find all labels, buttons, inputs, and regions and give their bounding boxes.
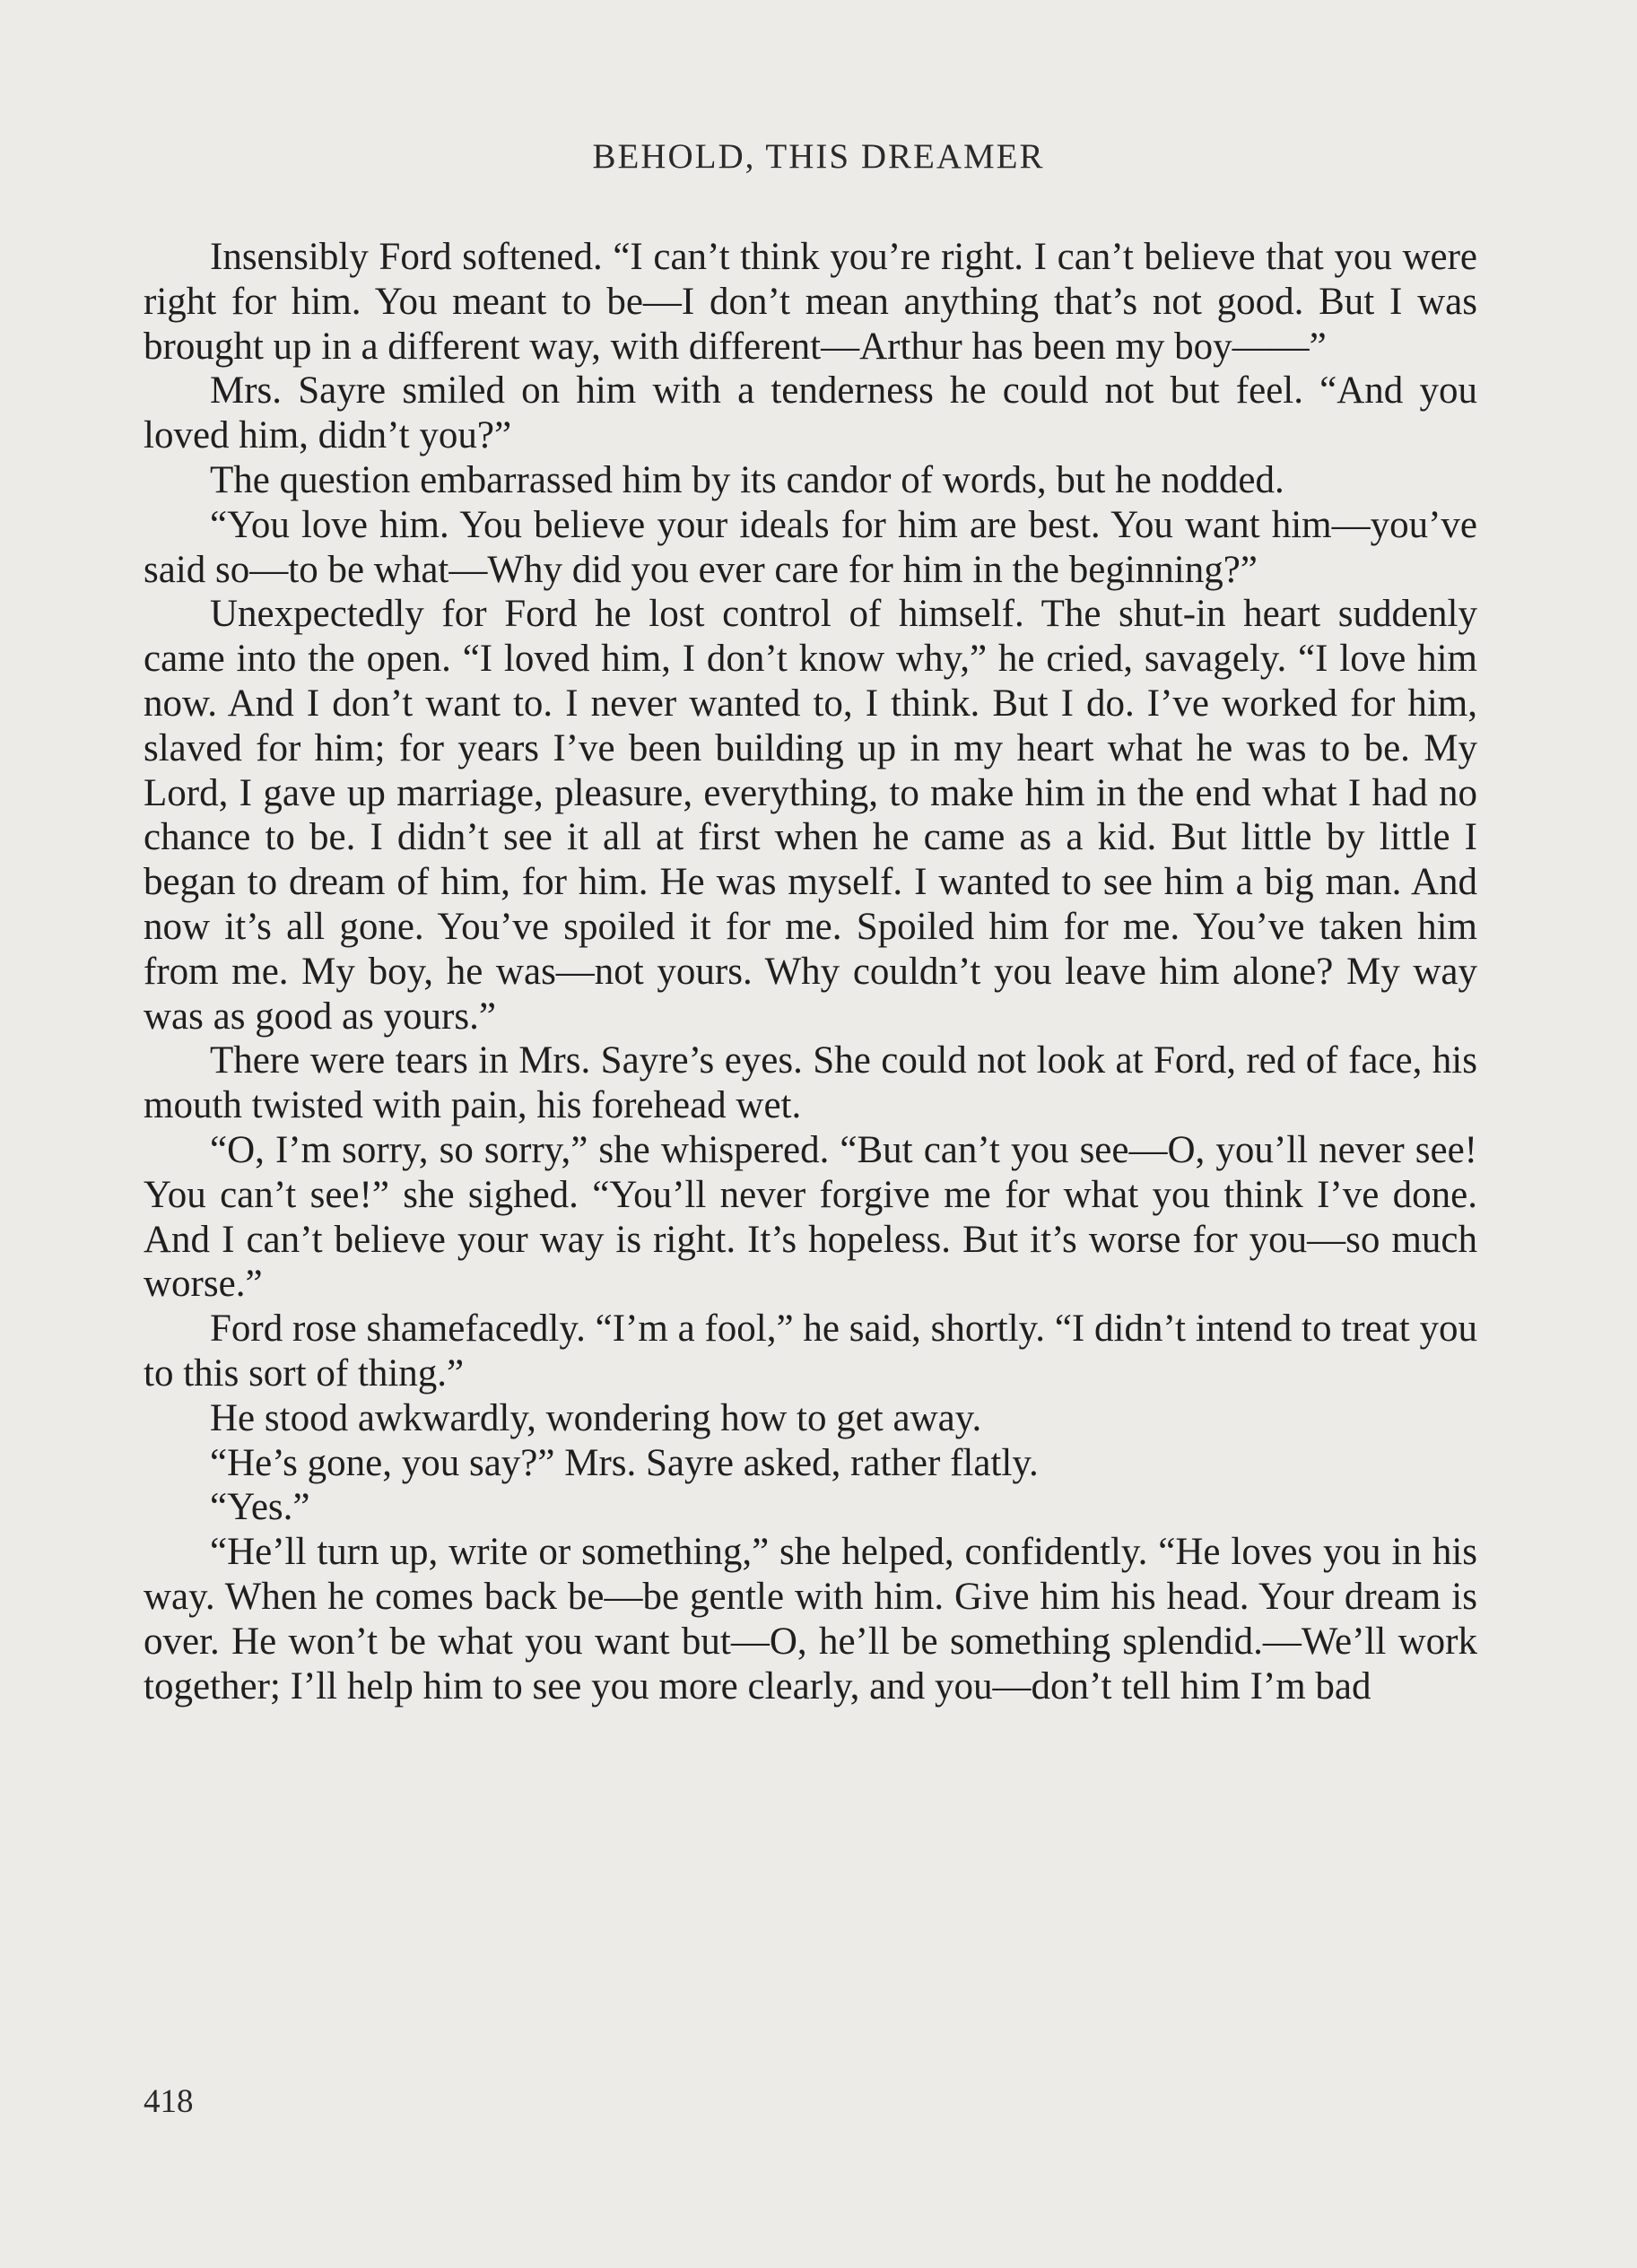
paragraph-11: “Yes.” xyxy=(210,1486,310,1529)
paragraph-5: Unexpectedly for Ford he lost control of himself. The shut-in heart suddenly came into the open. “I loved him, I don’t know why,” he cried, savagely. “I love him now. And I don’t want to. I never wanted to, I think. But I do. I’ve worked for him, slaved for him; for years I’ve been building up in my heart what he was to be. My Lord, I gave up marriage, pleasure, everything, to make him in the end what I had no chance to be. I didn’t see it all at first when he came as a kid. But little by little I began to dream of him, for him. He was myself. I wanted to see him a big man. And now it’s all gone. You’ve spoiled it for me. Spoiled him for me. You’ve taken him from me. My boy, he was—not yours. Why couldn’t you leave him alone? My way was as good as yours.” xyxy=(144,593,1477,1038)
paragraph-4: “You love him. You believe your ideals for him are best. You want him—you’ve said so—to be what—Why did you ever care for him in the beginning?” xyxy=(144,503,1477,591)
paragraph-12: “He’ll turn up, write or something,” she helped, confidently. “He loves you in his way. When he comes back be—be gentle with him. Give him his head. Your dream is over. He won’t be what you want but—O, he’ll be something splendid.—We’ll work together; I’ll help him to see you more clearly, and you—don’t tell him I’m bad xyxy=(144,1531,1477,1708)
paragraph-10: “He’s gone, you say?” Mrs. Sayre asked, rather flatly. xyxy=(210,1441,1039,1484)
paragraph-2: Mrs. Sayre smiled on him with a tenderness he could not but feel. “And you loved him, didn’t you?” xyxy=(144,369,1477,457)
page-number: 418 xyxy=(144,2083,194,2120)
paragraph-9: He stood awkwardly, wondering how to get away. xyxy=(210,1396,982,1439)
paragraph-3: The question embarrassed him by its candor of words, but he nodded. xyxy=(210,458,1284,501)
paragraph-6: There were tears in Mrs. Sayre’s eyes. She could not look at Ford, red of face, his mouth twisted with pain, his forehead wet. xyxy=(144,1039,1477,1127)
body-text xyxy=(144,235,1477,1708)
paragraph-1: Insensibly Ford softened. “I can’t think you’re right. I can’t believe that you were right for him. You meant to be—I don’t mean anything that’s not good. But I was brought up in a different way, with different—Arthur has been my boy——” xyxy=(144,236,1477,368)
paragraph-8: Ford rose shamefacedly. “I’m a fool,” he said, shortly. “I didn’t intend to treat you to this sort of thing.” xyxy=(144,1308,1477,1395)
running-head: BEHOLD, THIS DREAMER xyxy=(592,137,1045,176)
paragraph-7: “O, I’m sorry, so sorry,” she whispered. “But can’t you see—O, you’ll never see! You can’t see!” she sighed. “You’ll never forgive me for what you think I’ve done. And I can’t believe your way is right. It’s hopeless. But it’s worse for you—so much worse.” xyxy=(144,1128,1477,1306)
